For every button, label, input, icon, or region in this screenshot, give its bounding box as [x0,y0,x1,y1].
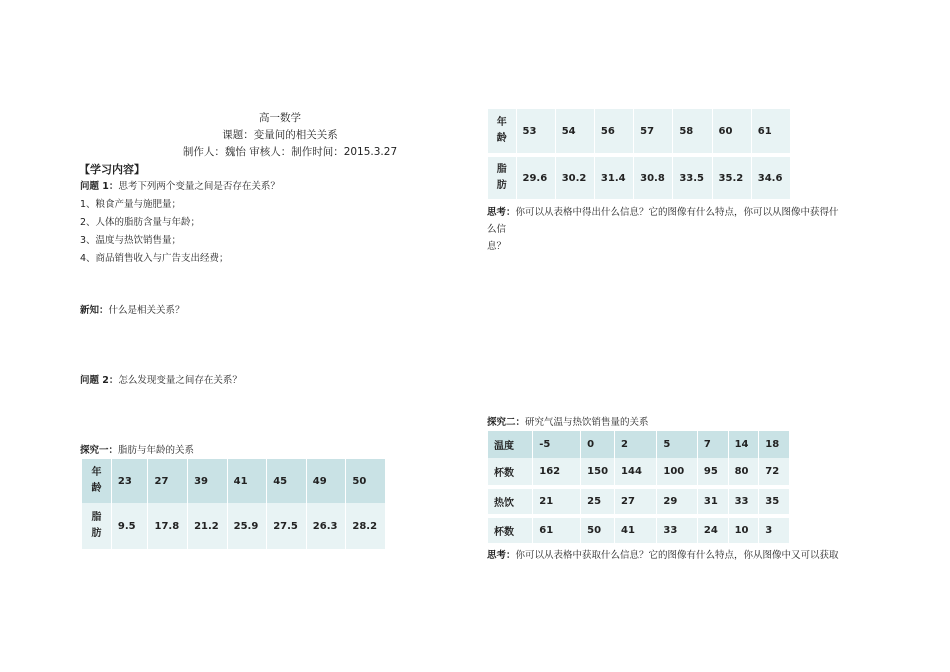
new-knowledge [80,302,185,319]
think-2-text: 你可以从表格中获取什么信息？它的图像有什么特点，你从图像中又可以获取 [515,550,839,561]
think-1 [487,204,839,221]
think-1-line2: 么信 [487,224,507,235]
table-cell: 50 [346,459,385,503]
table-row-head: 温度 [488,431,533,458]
table-cell: 27 [615,489,657,514]
new-knowledge-label: 新知： [80,305,109,316]
explore-2-label: 探究二： [487,417,526,428]
table-cell: 144 [615,458,657,485]
table-cell: 60 [712,109,751,153]
table-cell: 27 [148,459,188,503]
table-cell: 28.2 [346,503,385,549]
q1-item: 2、人体的脂肪含量与年龄； [80,217,201,228]
temperature-drink-table [487,431,789,543]
table-cell: 56 [594,109,633,153]
table-cell: 53 [516,109,555,153]
table-cell: 24 [697,518,728,543]
question-2-text: 怎么发现变量之间存在关系？ [118,375,242,386]
table-cell: 58 [673,109,712,153]
table-cell: 72 [759,458,789,485]
table-cell: 10 [728,518,759,543]
table-cell: 27.5 [267,503,307,549]
question-2 [80,372,242,389]
table-cell: 49 [306,459,346,503]
table-cell: 7 [697,431,728,458]
table-cell: 41 [615,518,657,543]
think-2 [487,547,839,564]
table-cell: 33.5 [673,157,712,199]
fat-age-table-left [81,459,385,549]
table-cell: 26.3 [306,503,346,549]
question-2-label: 问题 2： [80,375,119,386]
explore-2 [487,414,649,431]
table-cell: 95 [697,458,728,485]
table-cell: 35 [759,489,789,514]
table-cell: 14 [728,431,759,458]
table-row-head: 杯数 [488,458,533,485]
table-cell: 33 [728,489,759,514]
table-cell: 50 [581,518,615,543]
table-cell: 35.2 [712,157,751,199]
think-1-line1: 你可以从表格中得出什么信息？它的图像有什么特点，你可以从图像中获得什 [515,207,839,218]
q1-item: 4、商品销售收入与广告支出经费； [80,253,229,264]
think-2-label: 思考： [487,550,516,561]
table-cell: 30.8 [634,157,673,199]
q1-item: 3、温度与热饮销售量； [80,235,182,246]
table-cell: 30.2 [555,157,594,199]
table-cell: -5 [533,431,581,458]
table-cell: 29 [657,489,697,514]
doc-credits: 制作人：魏怡 审核人：制作时间：2015.3.27 [182,146,398,158]
table-cell: 0 [581,431,615,458]
section-heading: 【学习内容】 [79,163,145,176]
table-cell: 39 [188,459,228,503]
table-cell: 100 [657,458,697,485]
doc-topic: 课题：变量间的相关关系 [222,129,338,141]
table-cell: 2 [615,431,657,458]
table-cell: 21 [533,489,581,514]
table-cell: 45 [267,459,307,503]
table-row-head: 热饮 [488,489,533,514]
think-1-line3: 息？ [487,241,507,252]
table-cell: 31.4 [594,157,633,199]
table-cell: 61 [533,518,581,543]
table-cell: 31 [697,489,728,514]
table-cell: 23 [111,459,148,503]
table-cell: 41 [227,459,267,503]
explore-1-label: 探究一： [80,445,119,456]
table-row-head: 脂 肪 [82,503,112,549]
table-cell: 9.5 [111,503,148,549]
table-cell: 17.8 [148,503,188,549]
table-cell: 57 [634,109,673,153]
table-cell: 3 [759,518,789,543]
table-cell: 150 [581,458,615,485]
explore-1-text: 脂肪与年龄的关系 [118,445,195,456]
think-1-label: 思考： [487,207,516,218]
table-cell: 33 [657,518,697,543]
q1-item: 1、粮食产量与施肥量； [80,199,182,210]
table-cell: 34.6 [751,157,790,199]
table-cell: 80 [728,458,759,485]
table-cell: 21.2 [188,503,228,549]
explore-2-text: 研究气温与热饮销售量的关系 [525,417,649,428]
fat-age-table-right [487,109,790,199]
table-cell: 54 [555,109,594,153]
table-row-head: 杯数 [488,518,533,543]
table-row-head: 年 龄 [488,109,517,153]
table-row-head: 脂 肪 [488,157,517,199]
table-cell: 29.6 [516,157,555,199]
table-cell: 25 [581,489,615,514]
new-knowledge-text: 什么是相关关系？ [108,305,185,316]
explore-1 [80,442,194,459]
table-cell: 25.9 [227,503,267,549]
table-cell: 61 [751,109,790,153]
question-1-text: 思考下列两个变量之间是否存在关系？ [118,181,280,192]
table-cell: 162 [533,458,581,485]
doc-subject: 高一数学 [259,112,301,124]
question-1-label: 问题 1： [80,181,119,192]
question-1 [80,178,280,195]
table-row-head: 年 龄 [82,459,112,503]
table-cell: 5 [657,431,697,458]
table-cell: 18 [759,431,789,458]
